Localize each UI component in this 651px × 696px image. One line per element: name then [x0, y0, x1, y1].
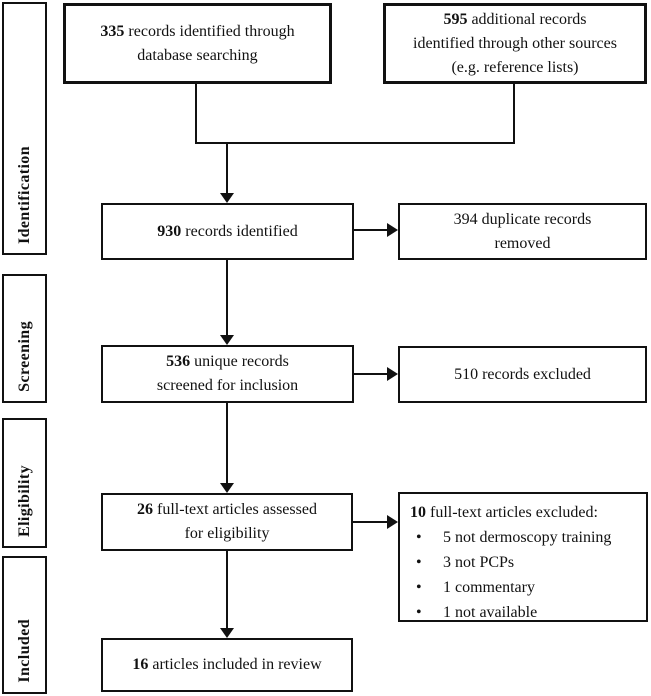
- box-records-database: [63, 3, 332, 84]
- count-screened: 536: [166, 353, 191, 370]
- text-fulltext-line1: full-text articles assessed: [153, 501, 317, 518]
- connector-fulltext-to-excluded: [353, 521, 388, 523]
- box-text-line: [166, 350, 289, 374]
- stage-box-included: [2, 556, 47, 694]
- exclusion-reason-text: 5 not dermoscopy training: [443, 529, 612, 546]
- arrowhead-down-icon: [220, 628, 234, 638]
- exclusion-reason-row: [410, 550, 514, 575]
- arrowhead-down-icon: [220, 483, 234, 493]
- text-other-line3: (e.g. reference lists): [451, 58, 579, 76]
- arrowhead-down-icon: [220, 335, 234, 345]
- stage-label-eligibility: Eligibility: [15, 465, 33, 537]
- text-duplicates-line1: 394 duplicate records: [453, 210, 592, 228]
- exclusion-reason-text: 3 not PCPs: [443, 554, 515, 571]
- text-records-excluded: 510 records excluded: [454, 365, 591, 383]
- arrowhead-right-icon: [387, 223, 398, 237]
- text-other-line1: additional records: [467, 10, 587, 28]
- box-records-screened: [101, 345, 354, 403]
- box-text-line: [100, 20, 294, 44]
- box-fulltext-assessed: [101, 493, 353, 551]
- stage-box-screening: [2, 274, 47, 403]
- box-records-other-sources: [383, 3, 647, 84]
- text-fulltext-excluded-header: full-text articles excluded:: [426, 504, 598, 521]
- connector-fulltext-to-included: [226, 551, 228, 629]
- text-screened-line1: unique records: [190, 353, 289, 370]
- arrowhead-right-icon: [387, 515, 398, 529]
- count-other: 595: [443, 10, 468, 28]
- count-included: 16: [132, 656, 149, 673]
- box-text-line: [443, 8, 586, 32]
- arrowhead-down-icon: [220, 193, 234, 203]
- exclusion-reason-row: [410, 600, 537, 625]
- box-text-line: [132, 653, 321, 677]
- connector-other-stub: [513, 84, 515, 144]
- connector-identified-to-screened: [226, 260, 228, 336]
- connector-screened-to-fulltext: [226, 403, 228, 484]
- arrowhead-right-icon: [387, 367, 398, 381]
- connector-merge-line: [195, 142, 515, 144]
- bullet-icon: •: [416, 529, 422, 546]
- connector-identified-to-duplicates: [354, 229, 388, 231]
- stage-label-included: Included: [15, 619, 33, 683]
- text-screened-line2: screened for inclusion: [156, 377, 299, 394]
- text-identified: records identified: [181, 222, 298, 240]
- count-fulltext: 26: [137, 501, 154, 518]
- text-db-line1: records identified through: [124, 22, 295, 40]
- box-records-excluded: [398, 346, 647, 403]
- stage-box-eligibility: [2, 418, 47, 548]
- stage-label-identification: Identification: [15, 145, 33, 244]
- box-text-line: [157, 220, 297, 244]
- connector-screened-to-excluded: [354, 373, 388, 375]
- text-included: articles included in review: [148, 656, 322, 673]
- exclusion-reason-text: 1 commentary: [443, 579, 535, 596]
- fulltext-excluded-header: [410, 500, 598, 525]
- exclusion-reason-text: 1 not available: [443, 604, 538, 621]
- stage-label-screening: Screening: [15, 321, 33, 392]
- count-db: 335: [100, 22, 125, 40]
- stage-box-identification: [2, 2, 47, 255]
- count-identified: 930: [157, 222, 182, 240]
- text-duplicates-line2: removed: [494, 234, 551, 252]
- connector-merge-to-identified: [226, 142, 228, 194]
- box-text-line: [137, 498, 317, 522]
- box-duplicates-removed: [398, 203, 647, 260]
- count-fulltext-excluded: 10: [410, 504, 426, 521]
- box-articles-included: [101, 638, 353, 692]
- connector-db-stub: [195, 84, 197, 144]
- text-fulltext-line2: for eligibility: [184, 525, 270, 542]
- bullet-icon: •: [416, 579, 422, 596]
- bullet-icon: •: [416, 554, 422, 571]
- text-other-line2: identified through other sources: [413, 34, 617, 52]
- text-db-line2: database searching: [137, 46, 258, 64]
- exclusion-reason-row: [410, 575, 535, 600]
- bullet-icon: •: [416, 604, 422, 621]
- box-fulltext-excluded: [398, 492, 648, 622]
- exclusion-reason-row: [410, 525, 611, 550]
- box-records-identified: [101, 203, 354, 260]
